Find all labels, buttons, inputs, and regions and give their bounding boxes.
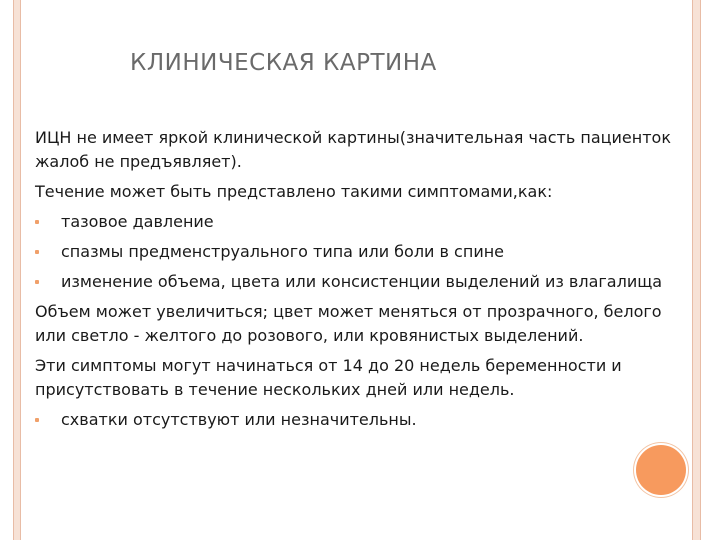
symptom-bullet-item: [35, 210, 675, 234]
slide-title: КЛИНИЧЕСКАЯ КАРТИНА: [130, 50, 437, 76]
symptom-bullet-item: [35, 240, 675, 264]
accent-circle: [636, 445, 686, 495]
symptom-bullet-text: изменение объема, цвета или консистенции выделений из влагалища: [61, 272, 663, 291]
symptoms-lead-paragraph: Течение может быть представлено такими симптомами,как:: [35, 182, 553, 201]
bullet-marker-icon: [35, 280, 39, 284]
right-decorative-bar: [692, 0, 701, 540]
discharge-note-paragraph: Объем может увеличиться; цвет может меняться от прозрачного, белого или светло - желтого до розового, или кровянистых выделений.: [35, 302, 662, 345]
final-bullet-item: [35, 408, 675, 432]
bullet-marker-icon: [35, 418, 39, 422]
left-decorative-bar: [13, 0, 21, 540]
bullet-marker-icon: [35, 250, 39, 254]
timing-note-paragraph: Эти симптомы могут начинаться от 14 до 20 недель беременности и присутствовать в течение нескольких дней или недель.: [35, 356, 622, 399]
symptom-bullet-text: тазовое давление: [61, 212, 214, 231]
symptom-bullet-text: спазмы предменструального типа или боли в спине: [61, 242, 505, 261]
intro-paragraph: ИЦН не имеет яркой клинической картины(значительная часть пациенток жалоб не предъявляет).: [35, 128, 671, 171]
final-bullet-text: схватки отсутствуют или незначительны.: [61, 410, 417, 429]
slide-body: [35, 126, 675, 438]
symptom-bullet-item: [35, 270, 675, 294]
bullet-marker-icon: [35, 220, 39, 224]
